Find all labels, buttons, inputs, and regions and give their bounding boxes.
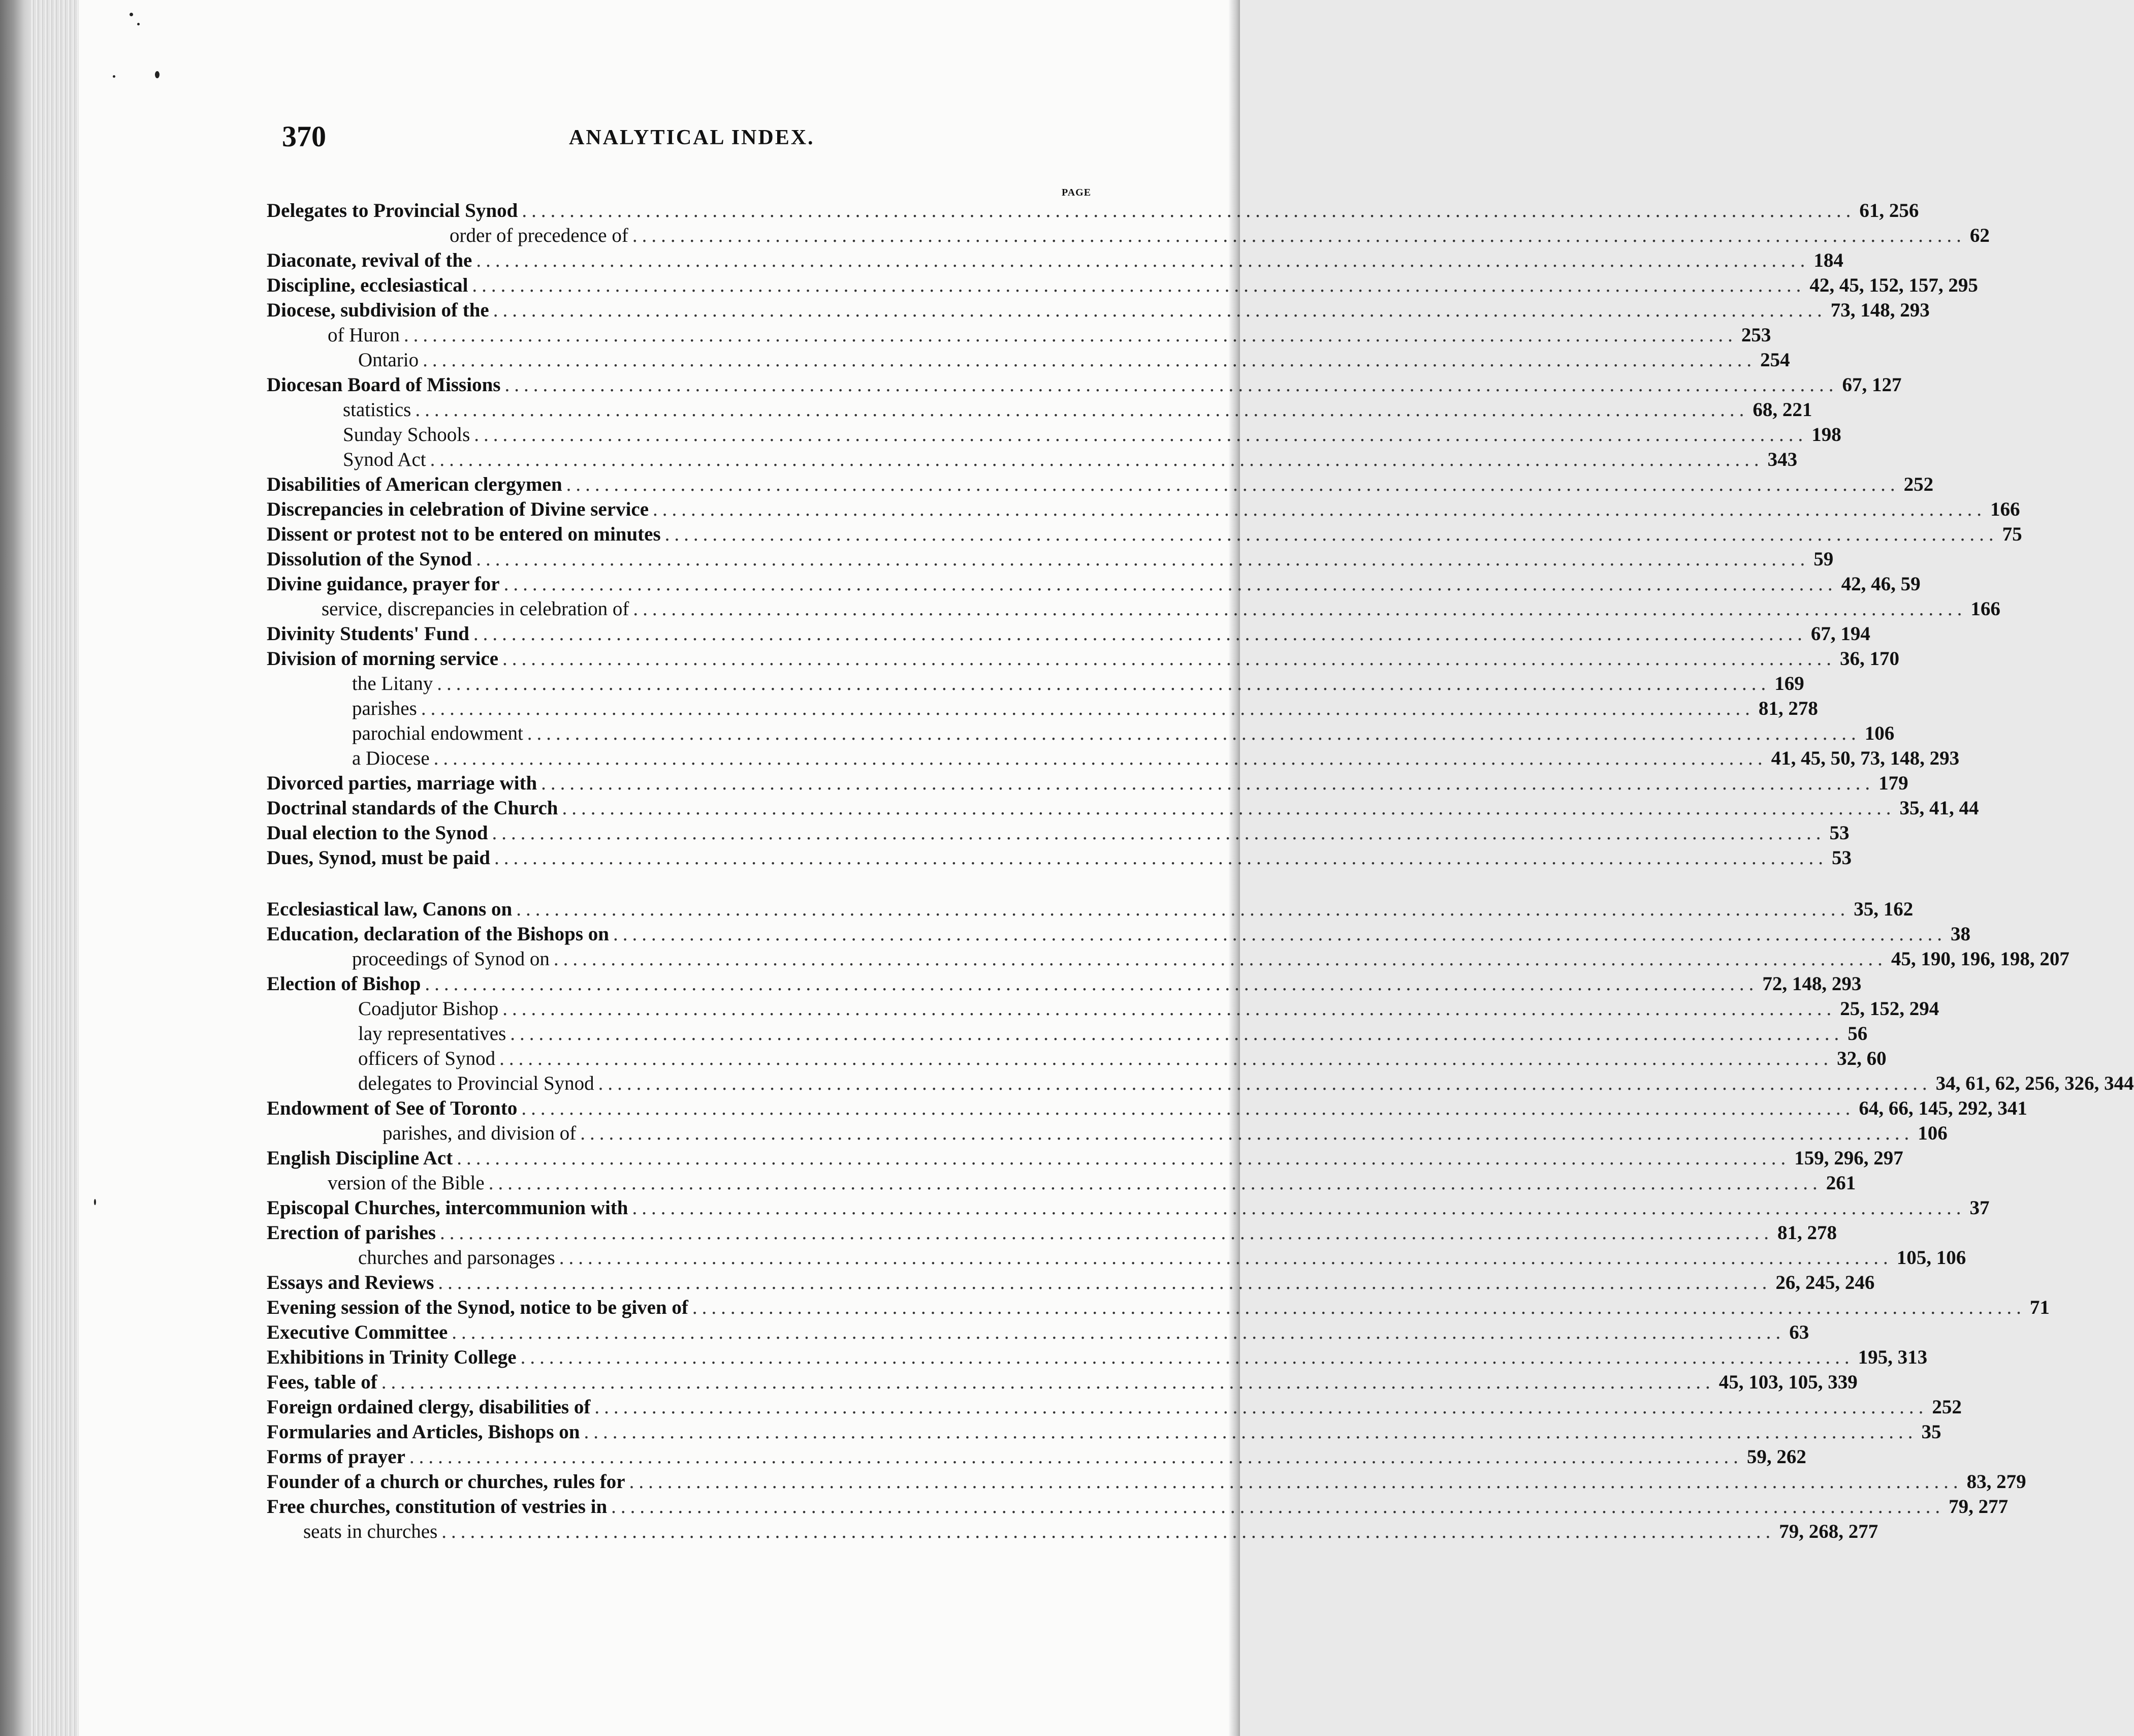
- dot-leader: ............................................................................................................................................: [510, 1023, 1844, 1045]
- page-references: 53: [1829, 822, 1850, 844]
- page-references: 106: [1918, 1122, 1948, 1144]
- page-references: 166: [1970, 598, 2000, 620]
- index-subentry: [267, 671, 1804, 696]
- index-subentry: [267, 223, 1990, 248]
- entry-term: Diocese, subdivision of the: [267, 299, 489, 321]
- page-references: 56: [1848, 1023, 1868, 1045]
- dot-leader: ............................................................................................................................................: [632, 225, 1966, 246]
- page-references: 32, 60: [1837, 1048, 1887, 1069]
- index-entry: [267, 1494, 2009, 1519]
- entry-term: Disabilities of American clergymen: [267, 474, 562, 495]
- index-entries: [267, 198, 2134, 1544]
- page-references: 81, 278: [1758, 698, 1818, 719]
- dot-leader: ............................................................................................................................................: [499, 1048, 1833, 1069]
- entry-term: order of precedence of: [450, 225, 628, 246]
- entry-term: Dissent or protest not to be entered on minutes: [267, 523, 661, 545]
- entry-term: Formularies and Articles, Bishops on: [267, 1421, 580, 1443]
- entry-term: English Discipline Act: [267, 1147, 453, 1169]
- entry-term: Delegates to Provincial Synod: [267, 200, 518, 222]
- index-entry: [267, 198, 1919, 223]
- entry-term: a Diocese: [352, 747, 430, 769]
- page-references: 261: [1826, 1172, 1856, 1194]
- dot-leader: ............................................................................................................................................: [472, 274, 1806, 296]
- index-subentry: [267, 397, 1812, 422]
- page-column-label: PAGE: [1062, 187, 1092, 198]
- index-entry: [267, 1146, 1903, 1171]
- dot-leader: ............................................................................................................................................: [521, 1097, 1855, 1119]
- index-subentry: [267, 323, 1771, 348]
- entry-term: Ecclesiastical law, Canons on: [267, 898, 513, 920]
- dot-leader: ............................................................................................................................................: [430, 449, 1764, 470]
- index-entry: [267, 472, 1934, 497]
- dot-leader: ............................................................................................................................................: [423, 349, 1757, 371]
- entry-term: Dual election to the Synod: [267, 822, 488, 844]
- page-references: 34, 61, 62, 256, 326, 344: [1935, 1072, 2134, 1094]
- page-references: 198: [1811, 424, 1841, 446]
- index-entry: [267, 1419, 1941, 1444]
- page-references: 169: [1774, 673, 1804, 695]
- dot-leader: ............................................................................................................................................: [438, 1272, 1772, 1293]
- dot-leader: ............................................................................................................................................: [598, 1072, 1932, 1094]
- index-subentry: [267, 746, 1960, 771]
- page-references: 71: [2029, 1297, 2050, 1318]
- index-entry: [267, 1370, 1858, 1395]
- entry-term: Foreign ordained clergy, disabilities of: [267, 1396, 591, 1418]
- book-binding: [0, 0, 30, 1736]
- dot-leader: ............................................................................................................................................: [503, 573, 1837, 595]
- entry-term: Dues, Synod, must be paid: [267, 847, 490, 869]
- page-references: 72, 148, 293: [1762, 973, 1862, 995]
- entry-term: Doctrinal standards of the Church: [267, 797, 558, 819]
- entry-term: Election of Bishop: [267, 973, 421, 995]
- entry-term: Executive Committee: [267, 1321, 448, 1343]
- entry-term: Erection of parishes: [267, 1222, 436, 1244]
- index-subentry: [267, 946, 2069, 971]
- entry-term: proceedings of Synod on: [352, 948, 550, 970]
- dot-leader: ............................................................................................................................................: [692, 1297, 2026, 1318]
- page-references: 35: [1921, 1421, 1941, 1443]
- entry-term: Free churches, constitution of vestries in: [267, 1496, 608, 1518]
- index-entry: [267, 1320, 1809, 1345]
- entry-term: Founder of a church or churches, rules for: [267, 1471, 625, 1493]
- index-subentry: [267, 721, 1895, 746]
- dot-leader: ............................................................................................................................................: [421, 698, 1755, 719]
- entry-term: statistics: [343, 399, 411, 421]
- index-entry: [267, 1345, 1928, 1370]
- entry-term: version of the Bible: [328, 1172, 485, 1194]
- section-gap: [267, 870, 1090, 897]
- entry-term: parishes, and division of: [383, 1122, 577, 1144]
- page-references: 79, 268, 277: [1779, 1521, 1878, 1542]
- entry-term: parochial endowment: [352, 722, 523, 744]
- index-entry: [267, 845, 1852, 870]
- dot-leader: ............................................................................................................................................: [425, 973, 1759, 995]
- index-entry: [267, 820, 1850, 845]
- entry-term: Education, declaration of the Bishops on: [267, 923, 609, 945]
- page-references: 159, 296, 297: [1794, 1147, 1903, 1169]
- index-entry: [267, 497, 2020, 522]
- dot-leader: ............................................................................................................................................: [457, 1147, 1791, 1169]
- page-references: 35, 162: [1854, 898, 1914, 920]
- entry-term: lay representatives: [358, 1023, 506, 1045]
- dot-leader: ............................................................................................................................................: [664, 523, 1998, 545]
- index-subentry: [267, 348, 1790, 372]
- dot-leader: ............................................................................................................................................: [403, 324, 1737, 346]
- page-references: 166: [1990, 498, 2020, 520]
- page-references: 42, 45, 152, 157, 295: [1809, 274, 1978, 296]
- index-entry: [267, 897, 1914, 922]
- entry-term: parishes: [352, 698, 417, 719]
- entry-term: Division of morning service: [267, 648, 499, 670]
- ink-speck: [155, 71, 160, 78]
- entry-term: Discrepancies in celebration of Divine service: [267, 498, 649, 520]
- index-entry: [267, 522, 2022, 547]
- dot-leader: ............................................................................................................................................: [553, 948, 1887, 970]
- page-references: 61, 256: [1859, 200, 1919, 222]
- page-references: 59: [1813, 548, 1834, 570]
- index-entry: [267, 1195, 1990, 1220]
- entry-term: Fees, table of: [267, 1371, 377, 1393]
- entry-term: Essays and Reviews: [267, 1272, 434, 1293]
- page-references: 53: [1831, 847, 1852, 869]
- page-references: 343: [1767, 449, 1798, 470]
- dot-leader: ............................................................................................................................................: [493, 299, 1827, 321]
- index-entry: [267, 1395, 1962, 1419]
- index-subentry: [267, 1071, 2134, 1096]
- dot-leader: ............................................................................................................................................: [409, 1446, 1743, 1468]
- ink-speck: [113, 75, 115, 78]
- dot-leader: ............................................................................................................................................: [488, 1172, 1822, 1194]
- page-references: 252: [1903, 474, 1934, 495]
- page-references: 67, 194: [1810, 623, 1870, 645]
- dot-leader: ............................................................................................................................................: [541, 772, 1875, 794]
- dot-leader: ............................................................................................................................................: [527, 722, 1861, 744]
- dot-leader: ............................................................................................................................................: [653, 498, 1987, 520]
- running-title: ANALYTICAL INDEX.: [569, 126, 815, 149]
- index-entry: [267, 646, 1900, 671]
- index-entry: [267, 621, 1870, 646]
- index-entry: [267, 771, 1908, 796]
- dot-leader: ............................................................................................................................................: [381, 1371, 1715, 1393]
- dot-leader: ............................................................................................................................................: [594, 1396, 1928, 1418]
- page-references: 75: [2002, 523, 2022, 545]
- page-references: 79, 277: [1949, 1496, 2009, 1518]
- entry-term: delegates to Provincial Synod: [358, 1072, 594, 1094]
- dot-leader: ............................................................................................................................................: [580, 1122, 1914, 1144]
- index-subentry: [267, 596, 2000, 621]
- entry-term: Diaconate, revival of the: [267, 249, 472, 271]
- dot-leader: ............................................................................................................................................: [474, 424, 1808, 446]
- index-subentry: [267, 1519, 1878, 1544]
- page-references: 254: [1760, 349, 1790, 371]
- dot-leader: ............................................................................................................................................: [562, 797, 1896, 819]
- page-references: 42, 46, 59: [1841, 573, 1921, 595]
- entry-term: Ontario: [358, 349, 419, 371]
- index-entry: [267, 372, 1902, 397]
- index-entry: [267, 1444, 1806, 1469]
- page-references: 45, 190, 196, 198, 207: [1891, 948, 2069, 970]
- index-subentry: [267, 1171, 1856, 1195]
- entry-term: Dissolution of the Synod: [267, 548, 472, 570]
- entry-term: Exhibitions in Trinity College: [267, 1346, 517, 1368]
- index-subentry: [267, 996, 1939, 1021]
- page-references: 105, 106: [1896, 1247, 1966, 1269]
- entry-term: seats in churches: [303, 1521, 438, 1542]
- ink-speck: [94, 1199, 96, 1205]
- index-entry: [267, 248, 1843, 273]
- entry-term: Sunday Schools: [343, 424, 470, 446]
- dot-leader: ............................................................................................................................................: [559, 1247, 1893, 1269]
- index-entry: [267, 1469, 2026, 1494]
- page-references: 83, 279: [1966, 1471, 2026, 1493]
- entry-term: of Huron: [328, 324, 400, 346]
- entry-term: Divorced parties, marriage with: [267, 772, 537, 794]
- entry-term: Synod Act: [343, 449, 426, 470]
- dot-leader: ............................................................................................................................................: [632, 1197, 1966, 1219]
- page-references: 64, 66, 145, 292, 341: [1859, 1097, 2027, 1119]
- page-references: 252: [1932, 1396, 1962, 1418]
- page-references: 41, 45, 50, 73, 148, 293: [1771, 747, 1960, 769]
- index-entry: [267, 796, 1979, 820]
- page-references: 73, 148, 293: [1830, 299, 1930, 321]
- dot-leader: ............................................................................................................................................: [492, 822, 1826, 844]
- dot-leader: ............................................................................................................................................: [613, 923, 1947, 945]
- index-subentry: [267, 1245, 1966, 1270]
- page-references: 26, 245, 246: [1775, 1272, 1875, 1293]
- entry-term: the Litany: [352, 673, 433, 695]
- dot-leader: ............................................................................................................................................: [611, 1496, 1945, 1518]
- index-entry: [267, 1096, 2027, 1121]
- dot-leader: ............................................................................................................................................: [476, 249, 1810, 271]
- dot-leader: ............................................................................................................................................: [494, 847, 1828, 869]
- entry-term: Evening session of the Synod, notice to be given of: [267, 1297, 688, 1318]
- dot-leader: ............................................................................................................................................: [633, 598, 1967, 620]
- page-edges: [30, 0, 79, 1736]
- page-references: 35, 41, 44: [1899, 797, 1979, 819]
- dot-leader: ............................................................................................................................................: [437, 673, 1771, 695]
- page-header: [282, 119, 1095, 160]
- page-references: 179: [1878, 772, 1908, 794]
- page-references: 81, 278: [1777, 1222, 1837, 1244]
- entry-term: Diocesan Board of Missions: [267, 374, 501, 396]
- index-entry: [267, 572, 1921, 596]
- page-references: 38: [1950, 923, 1970, 945]
- entry-term: Endowment of See of Toronto: [267, 1097, 518, 1119]
- index-entry: [267, 922, 1970, 946]
- page-references: 25, 152, 294: [1840, 998, 1939, 1020]
- page-references: 67, 127: [1842, 374, 1902, 396]
- page-references: 62: [1969, 225, 1990, 246]
- index-subentry: [267, 1046, 1887, 1071]
- entry-term: Coadjutor Bishop: [358, 998, 499, 1020]
- index-subentry: [267, 422, 1841, 447]
- page-references: 195, 313: [1858, 1346, 1928, 1368]
- dot-leader: ............................................................................................................................................: [584, 1421, 1918, 1443]
- index-entry: [267, 1295, 2050, 1320]
- dot-leader: ............................................................................................................................................: [433, 747, 1767, 769]
- entry-term: Episcopal Churches, intercommunion with: [267, 1197, 628, 1219]
- dot-leader: ............................................................................................................................................: [473, 623, 1807, 645]
- ink-speck: [137, 23, 140, 25]
- entry-term: Divine guidance, prayer for: [267, 573, 500, 595]
- page-references: 68, 221: [1753, 399, 1812, 421]
- page-references: 106: [1864, 722, 1895, 744]
- page-references: 63: [1789, 1321, 1809, 1343]
- page-number: 370: [282, 120, 326, 153]
- index-entry: [267, 971, 1862, 996]
- page-references: 45, 103, 105, 339: [1718, 1371, 1858, 1393]
- entry-term: Discipline, ecclesiastical: [267, 274, 468, 296]
- index-entry: [267, 1220, 1837, 1245]
- dot-leader: ............................................................................................................................................: [516, 898, 1850, 920]
- index-entry: [267, 547, 1834, 572]
- page-references: 37: [1969, 1197, 1990, 1219]
- entry-term: churches and parsonages: [358, 1247, 555, 1269]
- dot-leader: ............................................................................................................................................: [566, 474, 1900, 495]
- entry-term: Forms of prayer: [267, 1446, 405, 1468]
- page-references: 253: [1741, 324, 1771, 346]
- page-references: 184: [1813, 249, 1843, 271]
- dot-leader: ............................................................................................................................................: [476, 548, 1810, 570]
- index-subentry: [267, 696, 1818, 721]
- page-references: 59, 262: [1746, 1446, 1806, 1468]
- dot-leader: ............................................................................................................................................: [504, 374, 1838, 396]
- dot-leader: ............................................................................................................................................: [441, 1521, 1775, 1542]
- index-entry: [267, 273, 1978, 298]
- dot-leader: ............................................................................................................................................: [452, 1321, 1786, 1343]
- dot-leader: ............................................................................................................................................: [520, 1346, 1854, 1368]
- index-entry: [267, 1270, 1875, 1295]
- dot-leader: ............................................................................................................................................: [415, 399, 1749, 421]
- index-subentry: [267, 447, 1798, 472]
- dot-leader: ............................................................................................................................................: [502, 998, 1836, 1020]
- entry-term: service, discrepancies in celebration of: [322, 598, 629, 620]
- ink-speck: [130, 13, 133, 16]
- index-subentry: [267, 1021, 1868, 1046]
- dot-leader: ............................................................................................................................................: [629, 1471, 1963, 1493]
- entry-term: officers of Synod: [358, 1048, 496, 1069]
- entry-term: Divinity Students' Fund: [267, 623, 469, 645]
- dot-leader: ............................................................................................................................................: [502, 648, 1836, 670]
- dot-leader: ............................................................................................................................................: [439, 1222, 1773, 1244]
- dot-leader: ............................................................................................................................................: [522, 200, 1856, 222]
- index-entry: [267, 298, 1930, 323]
- index-subentry: [267, 1121, 1948, 1146]
- page-references: 36, 170: [1840, 648, 1900, 670]
